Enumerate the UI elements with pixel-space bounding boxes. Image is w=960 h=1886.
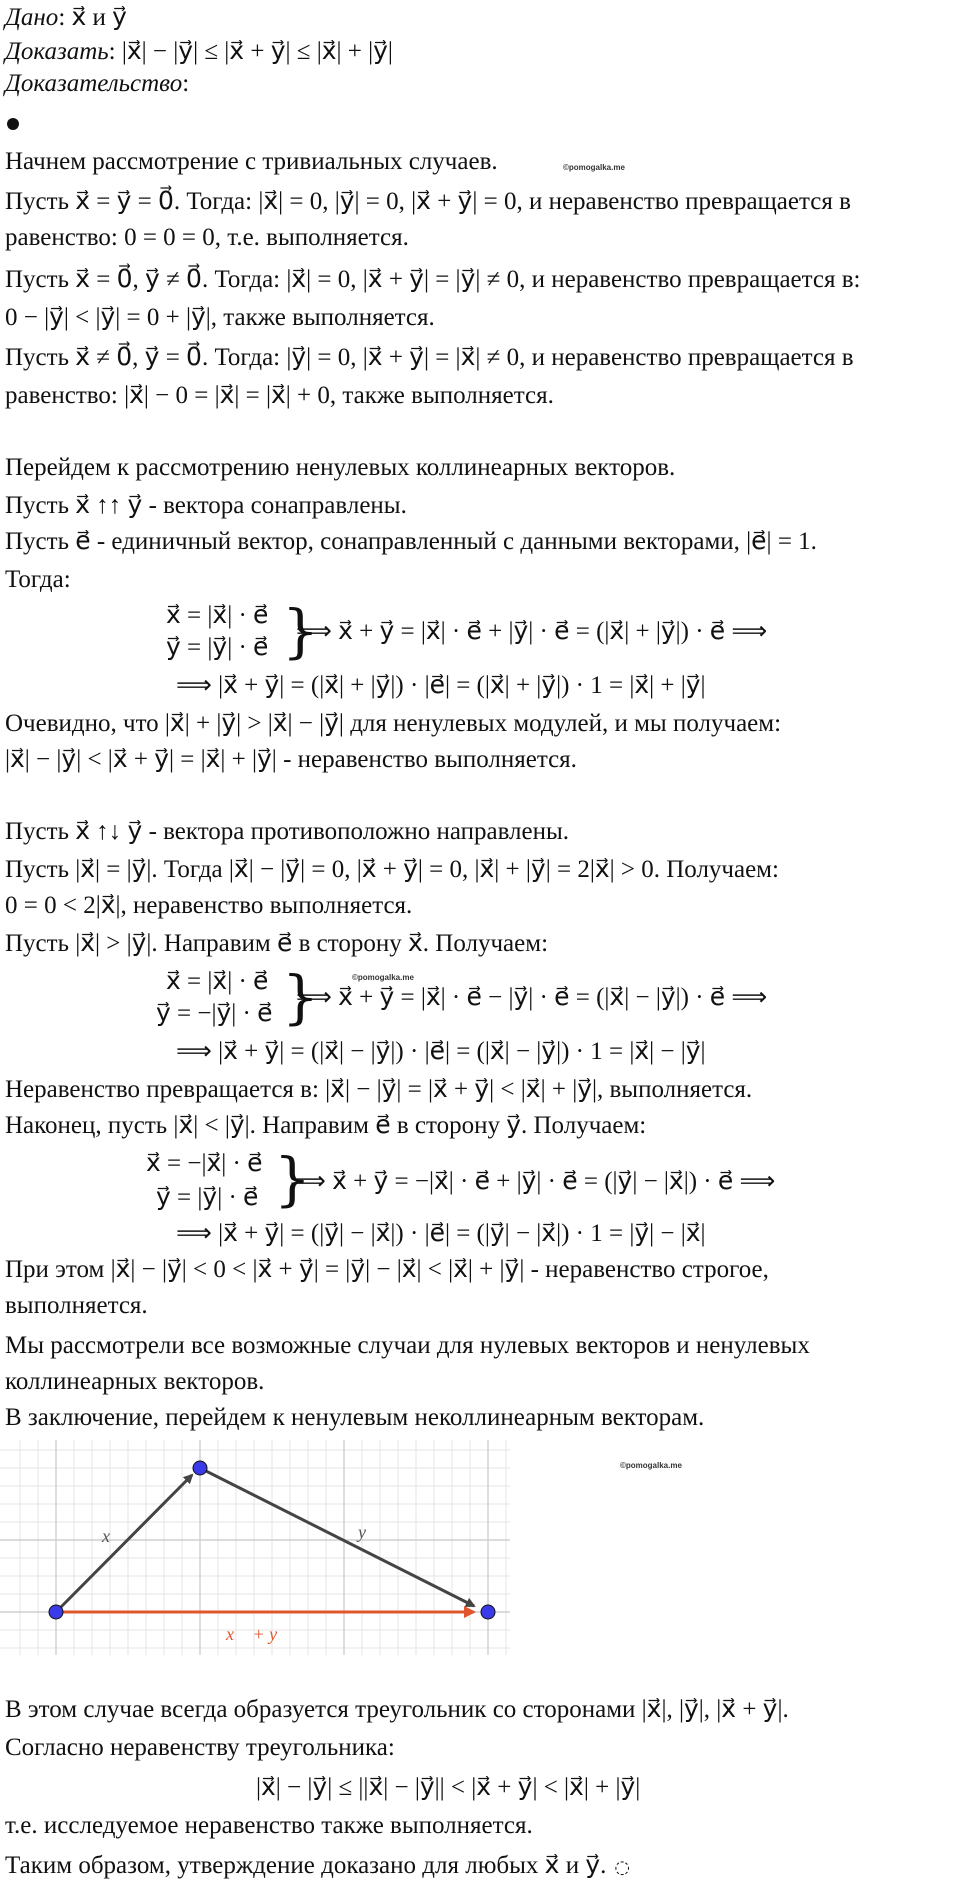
vector-y-label: y⃗: [358, 1522, 380, 1542]
proof-text: :: [182, 70, 190, 97]
codir-conclusion-line1: Очевидно, что |x⃗| + |y⃗| > |x⃗| − |y⃗| для ненулевых модулей, и мы получаем:: [5, 710, 782, 737]
opp-system-a-rhs: ⟹ x⃗ + y⃗ = |x⃗| · e⃗ − |y⃗| · e⃗ = (|x⃗| − |y⃗|) · e⃗ ⟹: [296, 984, 768, 1011]
trivial-case3-line2: равенство: |x⃗| − 0 = |x⃗| = |x⃗| + 0, также выполняется.: [5, 382, 554, 409]
opp-result-b: ⟹ |x⃗ + y⃗| = (|y⃗| − |x⃗|) · |e⃗| = (|y⃗| − |x⃗|) · 1 = |y⃗| − |x⃗|: [176, 1220, 706, 1247]
bullet-icon: [7, 118, 19, 130]
final-line2: Согласно неравенству треугольника:: [5, 1734, 395, 1761]
codir-result: ⟹ |x⃗ + y⃗| = (|x⃗| + |y⃗|) · |e⃗| = (|x⃗| + |y⃗|) · 1 = |x⃗| + |y⃗|: [176, 672, 706, 699]
vector-y-arrow: [200, 1468, 474, 1606]
trivial-case3-line1: Пусть x⃗ ≠ 0⃗, y⃗ = 0⃗. Тогда: |y⃗| = 0, |x⃗ + y⃗| = |x⃗| ≠ 0, и неравенство превращается в: [5, 344, 854, 371]
trivial-case2-line2: 0 − |y⃗| < |y⃗| = 0 + |y⃗|, также выполняется.: [5, 304, 435, 331]
vector-x-label: x⃗: [102, 1526, 124, 1546]
watermark: ©pomogalka.me: [563, 163, 625, 172]
grid: [0, 1440, 510, 1655]
codir-system-eq2: y⃗ = |y⃗| · e⃗: [166, 634, 269, 661]
watermark: ©pomogalka.me: [620, 1461, 682, 1470]
brace-icon: }: [282, 963, 319, 1031]
given-text: : x⃗ и y⃗: [58, 4, 127, 31]
brace-icon: }: [274, 1145, 311, 1213]
codir-line1: Пусть x⃗ ↑↑ y⃗ - вектора сонаправлены.: [5, 492, 407, 519]
opp-line8: выполняется.: [5, 1292, 148, 1319]
opp-result-a: ⟹ |x⃗ + y⃗| = (|x⃗| − |y⃗|) · |e⃗| = (|x⃗| − |y⃗|) · 1 = |x⃗| − |y⃗|: [176, 1038, 706, 1065]
opp-line3: 0 = 0 < 2|x⃗|, неравенство выполняется.: [5, 892, 413, 919]
point-end: [481, 1605, 495, 1619]
opp-line7: При этом |x⃗| − |y⃗| < 0 < |x⃗ + y⃗| = |y⃗| − |x⃗| < |x⃗| + |y⃗| - неравенство строгое,: [5, 1256, 769, 1283]
opp-system-b-eq1: x⃗ = −|x⃗| · e⃗: [146, 1150, 263, 1177]
final-line1: В этом случае всегда образуется треугольник со сторонами |x⃗|, |y⃗|, |x⃗ + y⃗|.: [5, 1696, 789, 1723]
brace-icon: }: [282, 597, 319, 665]
vector-x-arrow: [56, 1475, 192, 1612]
proof-line: [5, 66, 189, 102]
opp-system-b-eq2: y⃗ = |y⃗| · e⃗: [156, 1184, 259, 1211]
opp-line6: Наконец, пусть |x⃗| < |y⃗|. Направим e⃗ в сторону y⃗. Получаем:: [5, 1112, 647, 1139]
opp-line5: Неравенство превращается в: |x⃗| − |y⃗| = |x⃗ + y⃗| < |x⃗| + |y⃗|, выполняется.: [5, 1076, 753, 1103]
watermark: ©pomogalka.me: [352, 973, 414, 982]
codir-system-eq1: x⃗ = |x⃗| · e⃗: [166, 602, 269, 629]
summary-line3: В заключение, перейдем к ненулевым неколлинеарным векторам.: [5, 1404, 705, 1431]
proof-label: Доказательство: [5, 70, 183, 97]
codir-intro: Перейдем к рассмотрению ненулевых коллинеарных векторов.: [5, 454, 676, 481]
opp-system-b-rhs: ⟹ x⃗ + y⃗ = −|x⃗| · e⃗ + |y⃗| · e⃗ = (|y⃗| − |x⃗|) · e⃗ ⟹: [290, 1168, 776, 1195]
trivial-case1-line2: равенство: 0 = 0 = 0, т.е. выполняется.: [5, 224, 409, 251]
point-start: [49, 1605, 63, 1619]
end-of-proof-icon: ◌: [614, 1857, 631, 1878]
codir-line3: Тогда:: [5, 566, 71, 593]
point-middle: [193, 1461, 207, 1475]
vector-sum-label: x⃗ + y⃗: [226, 1624, 292, 1644]
prove-label: Доказать: [5, 38, 109, 65]
summary-line1: Мы рассмотрели все возможные случаи для нулевых векторов и ненулевых: [5, 1332, 810, 1359]
final-line3: т.е. исследуемое неравенство также выполняется.: [5, 1812, 533, 1839]
given-label: Дано: [5, 4, 59, 31]
trivial-intro: Начнем рассмотрение с тривиальных случаев.: [5, 148, 498, 175]
prove-line: [5, 34, 393, 70]
summary-line2: коллинеарных векторов.: [5, 1368, 265, 1395]
trivial-case2-line1: Пусть x⃗ = 0⃗, y⃗ ≠ 0⃗. Тогда: |x⃗| = 0, |x⃗ + y⃗| = |y⃗| ≠ 0, и неравенство превращается в:: [5, 266, 861, 293]
opp-line1: Пусть x⃗ ↑↓ y⃗ - вектора противоположно направлены.: [5, 818, 570, 845]
vector-triangle-figure: [0, 1440, 520, 1660]
opp-line4: Пусть |x⃗| > |y⃗|. Направим e⃗ в сторону x⃗. Получаем:: [5, 930, 549, 957]
prove-text: : |x⃗| − |y⃗| ≤ |x⃗ + y⃗| ≤ |x⃗| + |y⃗|: [108, 38, 393, 65]
given-line: [5, 0, 127, 36]
codir-system-rhs: ⟹ x⃗ + y⃗ = |x⃗| · e⃗ + |y⃗| · e⃗ = (|x⃗| + |y⃗|) · e⃗ ⟹: [296, 618, 768, 645]
codir-line2: Пусть e⃗ - единичный вектор, сонаправленный с данными векторами, |e⃗| = 1.: [5, 528, 817, 555]
trivial-case1-line1: Пусть x⃗ = y⃗ = 0⃗. Тогда: |x⃗| = 0, |y⃗| = 0, |x⃗ + y⃗| = 0, и неравенство превращается в: [5, 188, 851, 215]
opp-system-a-eq1: x⃗ = |x⃗| · e⃗: [166, 968, 269, 995]
final-line4: [5, 1848, 630, 1886]
codir-conclusion-line2: |x⃗| − |y⃗| < |x⃗ + y⃗| = |x⃗| + |y⃗| - неравенство выполняется.: [5, 746, 577, 773]
final-line4-text: Таким образом, утверждение доказано для любых x⃗ и y⃗.: [5, 1852, 607, 1879]
triangle-inequality: |x⃗| − |y⃗| ≤ ||x⃗| − |y⃗|| < |x⃗ + y⃗| < |x⃗| + |y⃗|: [256, 1774, 641, 1801]
opp-system-a-eq2: y⃗ = −|y⃗| · e⃗: [156, 1000, 273, 1027]
opp-line2: Пусть |x⃗| = |y⃗|. Тогда |x⃗| − |y⃗| = 0, |x⃗ + y⃗| = 0, |x⃗| + |y⃗| = 2|x⃗| > 0. Получаем:: [5, 856, 779, 883]
